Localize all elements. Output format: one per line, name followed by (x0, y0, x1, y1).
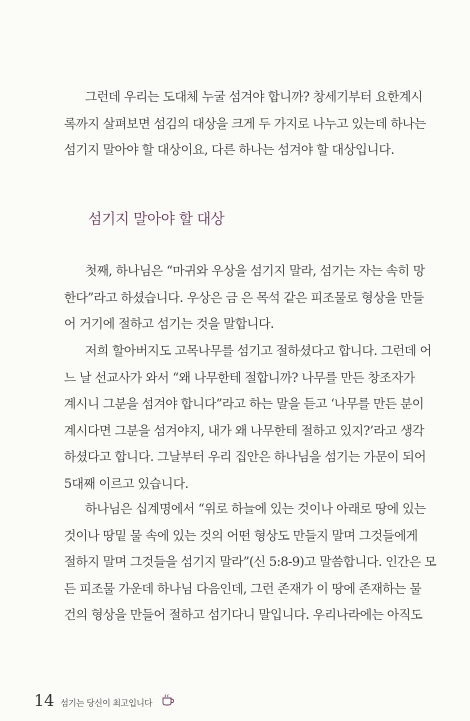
text-line: 첫째, 하나님은 “마귀와 우상을 섬기지 말라, 섬기는 자는 속히 망 (85, 263, 425, 278)
text-line: 저희 할아버지도 고목나무를 섬기고 절하셨다고 합니다. 그런데 어 (85, 343, 432, 358)
paragraph-commandments (64, 496, 437, 629)
page-number: 14 (34, 691, 55, 710)
page-footer (34, 691, 175, 710)
coffee-cup-icon (161, 694, 175, 706)
paragraph-intro (64, 84, 426, 164)
text-line: 계시니 그분을 섬겨야 합니다”라고 하는 말을 듣고 ‘나무를 만든 분이 (64, 396, 424, 412)
text-line: 것이나 땅밑 물 속에 있는 것의 어떤 형상도 만들지 말며 그것들에게 (64, 527, 418, 543)
paragraph-first (64, 258, 425, 338)
section-heading: 섬기지 말아야 할 대상 (88, 212, 225, 228)
text-line: 하셨다고 합니다. 그날부터 우리 집안은 하나님을 섬기는 가문이 되어 (64, 449, 426, 465)
text-line: 느 날 선교사가 와서 “왜 나무한테 절합니까? 나무를 만든 창조자가 (64, 369, 415, 385)
text-line: 록까지 살펴보면 섬김의 대상을 크게 두 가지로 나누고 있는데 하나는 (64, 115, 426, 131)
text-line: 그런데 우리는 도대체 누굴 섬겨야 합니까? 창세기부터 요한계시 (85, 89, 423, 104)
text-line: 5대째 이르고 있습니다. (64, 475, 189, 491)
running-title: 섬기는 당신이 최고입니다 (60, 699, 153, 709)
text-line: 계시다면 그분을 섬겨야지, 내가 왜 나무한테 절하고 있지?’라고 생각 (64, 422, 425, 438)
text-line: 든 피조물 가운데 하나님 다음인데, 그런 존재가 이 땅에 존재하는 물 (64, 580, 422, 596)
text-line: 절하지 말며 그것들을 섬기지 말라”(신 5:8-9)고 말씀합니다. 인간은 모 (64, 554, 437, 570)
text-line: 한다”라고 하셨습니다. 우상은 금 은 목석 같은 피조물로 형상을 만들 (64, 289, 424, 305)
paragraph-grandfather (64, 338, 432, 498)
text-line: 섬기지 말아야 할 대상이요, 다른 하나는 섬겨야 할 대상입니다. (64, 142, 395, 158)
text-line: 건의 형상을 만들어 절하고 섬기다니 말입니다. 우리나라에는 아직도 (64, 607, 423, 623)
text-line: 하나님은 십계명에서 “위로 하늘에 있는 것이나 아래로 땅에 있는 (85, 501, 426, 516)
text-line: 어 거기에 절하고 섬기는 것을 말합니다. (64, 316, 274, 332)
